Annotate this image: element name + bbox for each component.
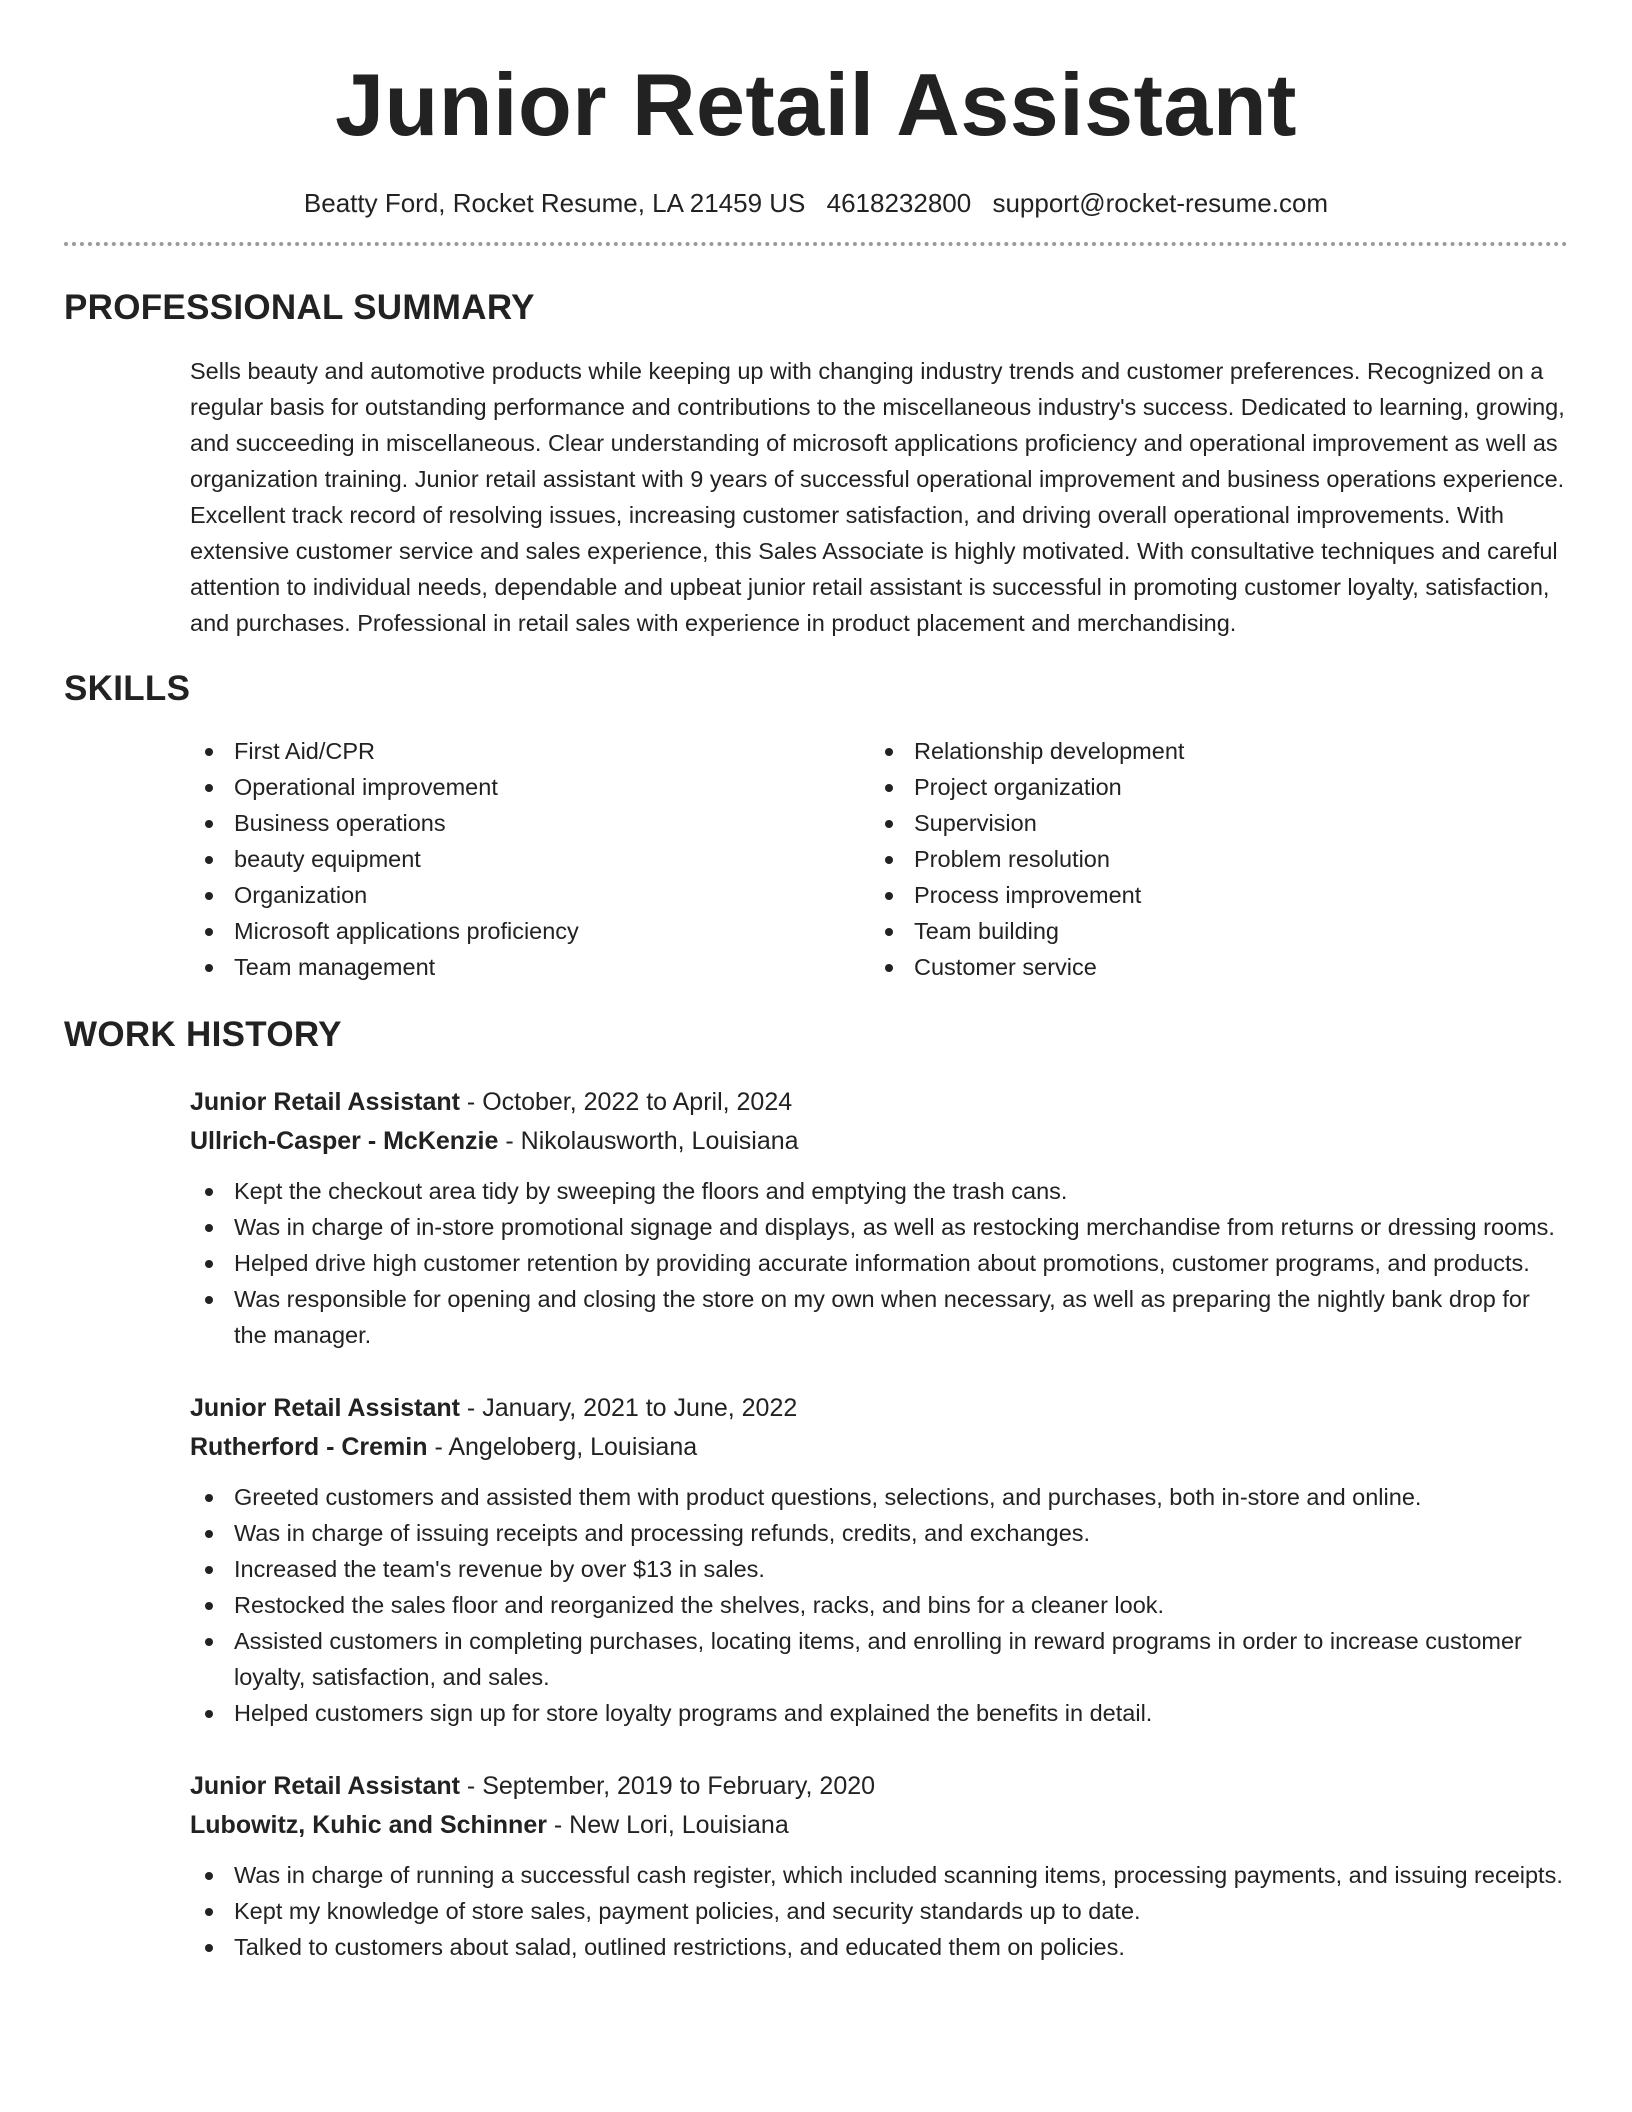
- skill-item: Project organization: [870, 769, 1184, 805]
- job-bullet: Restocked the sales floor and reorganized the shelves, racks, and bins for a cleaner look.: [190, 1587, 1568, 1623]
- skill-item: Customer service: [870, 949, 1184, 985]
- job-title-line: [190, 1389, 1568, 1428]
- job-bullet: Was in charge of in-store promotional signage and displays, as well as restocking merchandise from returns or dressing rooms.: [190, 1209, 1568, 1245]
- skill-item: Business operations: [190, 805, 870, 841]
- job-bullets: [190, 1479, 1568, 1731]
- summary-heading: PROFESSIONAL SUMMARY: [64, 288, 535, 327]
- contact-line: [64, 188, 1568, 218]
- job-location: - Nikolausworth, Louisiana: [498, 1127, 799, 1155]
- skill-item: Relationship development: [870, 733, 1184, 769]
- skill-item: beauty equipment: [190, 841, 870, 877]
- job-bullets: [190, 1857, 1568, 1965]
- skill-item: Operational improvement: [190, 769, 870, 805]
- job-company: Ullrich-Casper - McKenzie: [190, 1127, 499, 1155]
- job-bullet: Was responsible for opening and closing the store on my own when necessary, as well as preparing the nightly bank drop for the manager.: [190, 1281, 1568, 1353]
- skills-column-left: [190, 733, 870, 985]
- skills-heading: SKILLS: [64, 669, 191, 708]
- job-location: - Angeloberg, Louisiana: [427, 1433, 698, 1461]
- job-title-line: [190, 1767, 1568, 1806]
- job-company-line: [190, 1428, 1568, 1467]
- job-dates: - January, 2021 to June, 2022: [459, 1394, 798, 1422]
- job-dates: - October, 2022 to April, 2024: [459, 1088, 793, 1116]
- job-bullets: [190, 1173, 1568, 1353]
- job-entry: [190, 1767, 1568, 1965]
- job-title-line: [190, 1083, 1568, 1122]
- job-bullet: Kept the checkout area tidy by sweeping the floors and emptying the trash cans.: [190, 1173, 1568, 1209]
- skills-list: [190, 733, 1568, 985]
- job-role: Junior Retail Assistant: [190, 1088, 460, 1116]
- job-bullet: Talked to customers about salad, outlined restrictions, and educated them on policies.: [190, 1929, 1568, 1965]
- header-divider: [64, 242, 1568, 246]
- work-history-heading: WORK HISTORY: [64, 1015, 342, 1054]
- skill-item: Organization: [190, 877, 870, 913]
- job-location: - New Lori, Louisiana: [546, 1811, 789, 1839]
- skill-item: Team management: [190, 949, 870, 985]
- resume-title: Junior Retail Assistant: [335, 55, 1297, 154]
- job-bullet: Was in charge of issuing receipts and processing refunds, credits, and exchanges.: [190, 1515, 1568, 1551]
- job-bullet: Helped customers sign up for store loyalty programs and explained the benefits in detail.: [190, 1695, 1568, 1731]
- job-bullet: Assisted customers in completing purchases, locating items, and enrolling in reward programs in order to increase customer loyalty, satisfaction, and sales.: [190, 1623, 1568, 1695]
- skill-item: Team building: [870, 913, 1184, 949]
- job-role: Junior Retail Assistant: [190, 1772, 460, 1800]
- skill-item: Microsoft applications proficiency: [190, 913, 870, 949]
- contact-address: Beatty Ford, Rocket Resume, LA 21459 US: [303, 188, 806, 218]
- job-bullet: Greeted customers and assisted them with product questions, selections, and purchases, both in-store and online.: [190, 1479, 1568, 1515]
- job-entry: [190, 1083, 1568, 1353]
- job-entry: [190, 1389, 1568, 1731]
- skill-item: First Aid/CPR: [190, 733, 870, 769]
- contact-phone: 4618232800: [826, 188, 972, 218]
- job-company: Lubowitz, Kuhic and Schinner: [190, 1811, 547, 1839]
- job-bullet: Increased the team's revenue by over $13 in sales.: [190, 1551, 1568, 1587]
- job-company: Rutherford - Cremin: [190, 1433, 428, 1461]
- job-dates: - September, 2019 to February, 2020: [459, 1772, 876, 1800]
- skill-item: Problem resolution: [870, 841, 1184, 877]
- contact-email[interactable]: support@rocket-resume.com: [992, 188, 1329, 218]
- job-bullet: Helped drive high customer retention by providing accurate information about promotions, customer programs, and products.: [190, 1245, 1568, 1281]
- job-bullet: Was in charge of running a successful cash register, which included scanning items, processing payments, and issuing receipts.: [190, 1857, 1568, 1893]
- skill-item: Supervision: [870, 805, 1184, 841]
- job-role: Junior Retail Assistant: [190, 1394, 460, 1422]
- job-company-line: [190, 1806, 1568, 1845]
- summary-text: Sells beauty and automotive products while keeping up with changing industry trends and customer preferences. Recognized on a regular basis for outstanding performance and contributions to the miscellaneous industry's success. Dedicated to learning, growing, and succeeding in miscellaneous. Clear understanding of microsoft applications proficiency and operational improvement as well as organization training. Junior retail assistant with 9 years of successful operational improvement and business operations experience. Excellent track record of resolving issues, increasing customer satisfaction, and driving overall operational improvements. With extensive customer service and sales experience, this Sales Associate is highly motivated. With consultative techniques and careful attention to individual needs, dependable and upbeat junior retail assistant is successful in promoting customer loyalty, satisfaction, and purchases. Professional in retail sales with experience in product placement and merchandising.: [190, 358, 1565, 636]
- job-company-line: [190, 1122, 1568, 1161]
- job-bullet: Kept my knowledge of store sales, payment policies, and security standards up to date.: [190, 1893, 1568, 1929]
- skills-column-right: [870, 733, 1184, 985]
- skill-item: Process improvement: [870, 877, 1184, 913]
